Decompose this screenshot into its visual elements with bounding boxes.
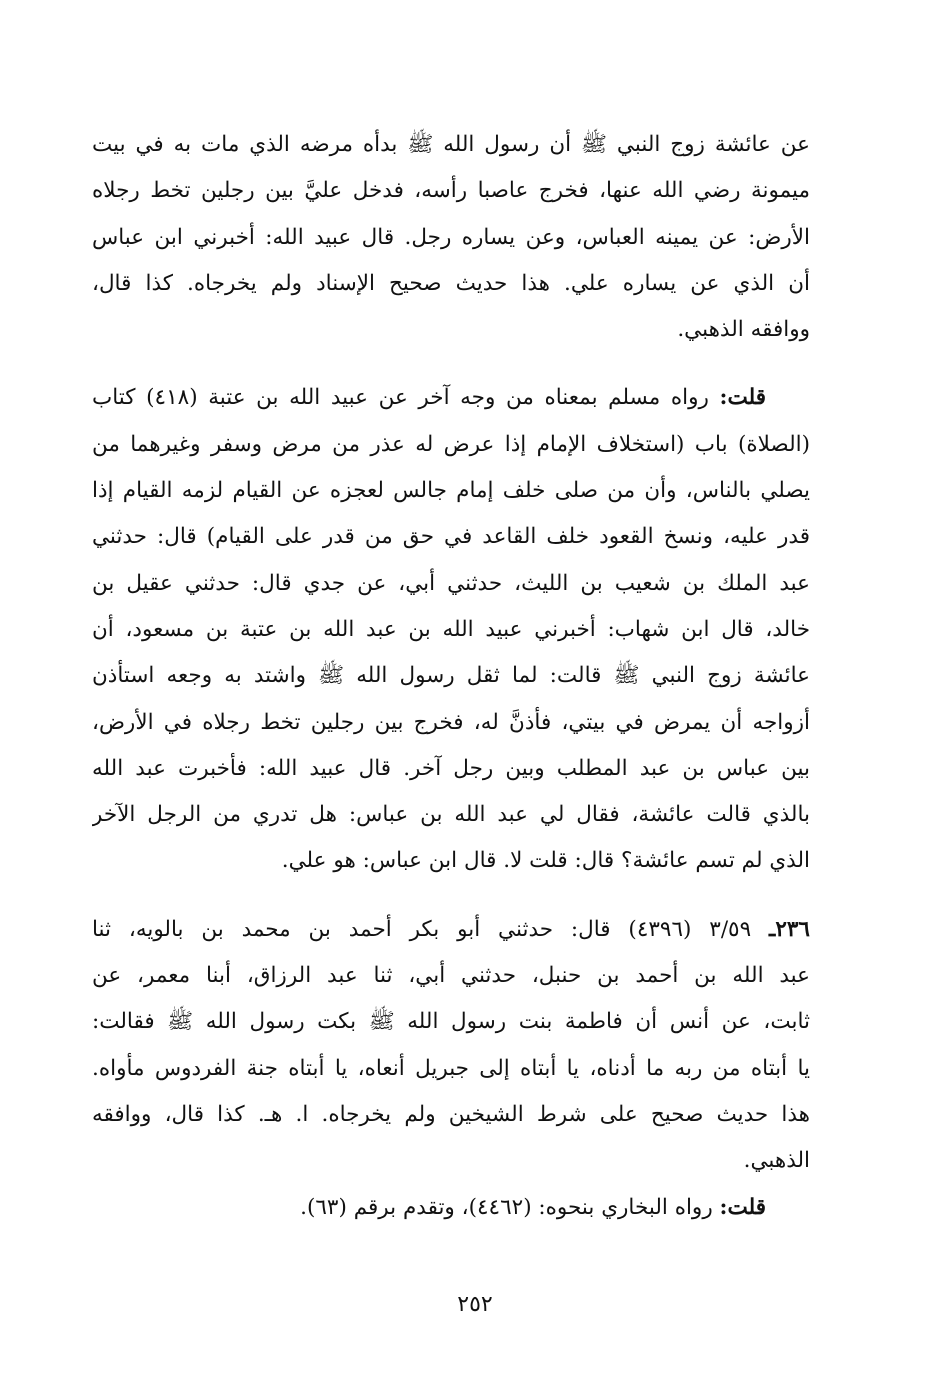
paragraph-hadith-continuation <box>92 122 810 353</box>
text-line <box>92 375 810 421</box>
text-line: ووافقه الذهبي. <box>677 317 810 343</box>
text-line: الأرض: عن يمينه العباس، وعن يساره رجل. قال عبيد الله: أخبرني ابن عباس <box>92 224 810 250</box>
comment-lead: قلت: <box>719 385 766 411</box>
paragraph-comment-final <box>92 1185 810 1231</box>
text-line: عائشة زوج النبي ﷺ قالت: لما ثقل رسول الله ﷺ واشتد به وجعه استأذن <box>92 663 810 689</box>
text-line: الذي لم تسم عائشة؟ قال: قلت لا. قال ابن عباس: هو علي. <box>281 848 810 874</box>
text-line: هذا حديث صحيح على شرط الشيخين ولم يخرجاه. ا. هـ. كذا قال، ووافقه <box>92 1101 810 1127</box>
text-line: خالد، قال ابن شهاب: أخبرني عبيد الله بن عبد الله بن عتبة بن مسعود، أن <box>92 616 810 642</box>
paragraph-hadith-236 <box>92 907 810 1185</box>
text-line: أزواجه أن يمرض في بيتي، فأذنَّ له، فخرج بين رجلين تخط رجلاه في الأرض، <box>92 709 810 735</box>
text-line: ثابت، عن أنس أن فاطمة بنت رسول الله ﷺ بكت رسول الله ﷺ فقالت: <box>92 1009 810 1035</box>
text-line-content: ٣/٥٩ (٤٣٩٦) قال: حدثني أبو بكر أحمد بن محمد بن بالويه، ثنا <box>92 916 770 942</box>
text-line: عن عائشة زوج النبي ﷺ أن رسول الله ﷺ بدأه مرضه الذي مات به في بيت <box>92 132 810 157</box>
text-line: يصلي بالناس، وأن من صلى خلف إمام جالس لعجزه عن القيام لزمه القيام إذا <box>92 478 810 504</box>
paragraph-comment <box>92 375 810 884</box>
text-line: يا أبتاه من ربه ما أدناه، يا أبتاه إلى جبريل أنعاه، يا أبتاه جنة الفردوس مأواه. <box>92 1055 810 1081</box>
text-line: عبد الله بن أحمد بن حنبل، حدثني أبي، ثنا عبد الرزاق، أبنا معمر، عن <box>92 963 810 989</box>
text-line <box>92 1185 810 1231</box>
page-body <box>92 122 810 1231</box>
hadith-number: ٢٣٦ـ <box>769 916 810 942</box>
text-line: بين عباس بن عبد المطلب وبين رجل آخر. قال عبيد الله: فأخبرت عبد الله <box>92 755 810 781</box>
text-line: الذهبي. <box>743 1148 810 1174</box>
text-line: قدر عليه، ونسخ القعود خلف القاعد في حق من قدر على القيام) قال: حدثني <box>92 524 810 550</box>
text-line <box>92 907 810 953</box>
text-line-content: رواه البخاري بنحوه: (٤٤٦٢)، وتقدم برقم (٦٣). <box>300 1194 720 1220</box>
comment-lead: قلت: <box>719 1194 766 1220</box>
text-line: بالذي قالت عائشة، فقال لي عبد الله بن عباس: هل تدري من الرجل الآخر <box>92 802 810 828</box>
text-line: أن الذي عن يساره علي. هذا حديث صحيح الإسناد ولم يخرجاه. كذا قال، <box>92 270 810 296</box>
text-line: (الصلاة) باب (استخلاف الإمام إذا عرض له عذر من مرض وسفر وغيرهما من <box>92 431 810 457</box>
page-number: ٢٥٢ <box>457 1292 493 1317</box>
text-line: عبد الملك بن شعيب بن الليث، حدثني أبي، عن جدي قال: حدثني عقيل بن <box>92 570 810 596</box>
text-line-content: رواه مسلم بمعناه من وجه آخر عن عبيد الله بن عتبة (٤١٨) كتاب <box>92 385 720 411</box>
text-line: ميمونة رضي الله عنها، فخرج عاصبا رأسه، فدخل عليَّ بين رجلين تخط رجلاه <box>92 178 810 204</box>
